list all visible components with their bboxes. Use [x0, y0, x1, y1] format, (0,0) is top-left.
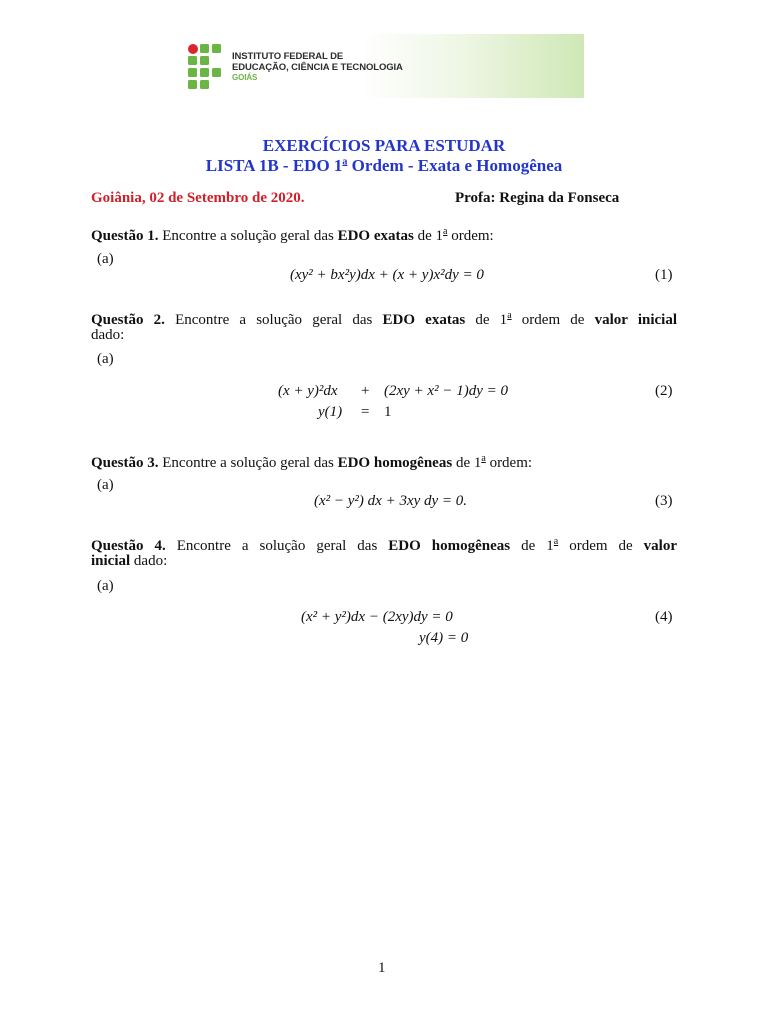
- question-3-label: Questão 3.: [91, 455, 159, 471]
- logo-line-3: GOIÁS: [232, 73, 258, 82]
- question-4-label: Questão 4.: [91, 538, 166, 554]
- q2-bold2: valor inicial: [594, 312, 678, 328]
- q3-ordinal: a: [481, 453, 486, 464]
- q1-text1: Encontre a solução geral das: [158, 228, 338, 244]
- equation-4-line1: (x² + y²)dx − (2xy)dy = 0: [301, 609, 453, 625]
- document-title: EXERCÍCIOS PARA ESTUDAR: [262, 136, 506, 155]
- eq2-line2-left: y(1): [318, 404, 343, 420]
- q4-bold: EDO homogêneas: [388, 538, 511, 554]
- equation-4-number: (4): [655, 609, 673, 625]
- q1-text3: ordem:: [447, 228, 494, 244]
- institution-logo-text: [232, 52, 403, 84]
- equation-4-line2: y(4) = 0: [419, 630, 469, 646]
- subtitle-pre: LISTA 1B - EDO 1: [205, 156, 343, 175]
- q4-cont: dado:: [130, 553, 168, 569]
- q4-bold2: valor: [643, 538, 677, 554]
- q2-text2: de 1: [465, 312, 508, 328]
- page-number: 1: [378, 960, 386, 976]
- equation-3-number: (3): [655, 493, 673, 509]
- q2-text1: Encontre a solução geral das: [164, 312, 383, 328]
- q4-text2: de 1: [510, 538, 554, 554]
- question-2-continuation: dado:: [91, 327, 125, 343]
- question-3-statement: [91, 453, 532, 472]
- eq2-line2-right: 1: [384, 404, 392, 420]
- eq2-line1-right: (2xy + x² − 1)dy = 0: [384, 383, 508, 399]
- q4-text3: ordem de: [558, 538, 644, 554]
- eq2-line1-op: +: [361, 383, 370, 399]
- q4-cont-bold: inicial: [91, 553, 131, 569]
- question-1-item-a: (a): [97, 251, 114, 267]
- teacher-line: Profa: Regina da Fonseca: [455, 190, 620, 206]
- equation-2-number: (2): [655, 383, 673, 399]
- question-1-statement: [91, 226, 494, 245]
- q2-ordinal: a: [507, 310, 512, 321]
- logo-line-2: EDUCAÇÃO, CIÊNCIA E TECNOLOGIA: [232, 61, 403, 73]
- q3-text3: ordem:: [485, 455, 533, 471]
- q4-text1: Encontre a solução geral das: [165, 538, 389, 554]
- q1-ordinal: a: [443, 226, 448, 237]
- q2-text3: ordem de: [511, 312, 595, 328]
- document-subtitle: [0, 156, 768, 176]
- logo-line-1: INSTITUTO FEDERAL DE: [232, 51, 344, 62]
- date-line: Goiânia, 02 de Setembro de 2020.: [91, 190, 305, 206]
- institution-logo-icon: [188, 44, 222, 90]
- eq2-line2-op: =: [361, 404, 370, 420]
- question-1-label: Questão 1.: [91, 228, 159, 244]
- q1-text2: de 1: [413, 228, 444, 244]
- question-3-item-a: (a): [97, 477, 114, 493]
- q3-text2: de 1: [452, 455, 482, 471]
- q3-bold: EDO homogêneas: [337, 455, 453, 471]
- question-2-label: Questão 2.: [91, 312, 165, 328]
- question-4-item-a: (a): [97, 578, 114, 594]
- q2-bold: EDO exatas: [382, 312, 466, 328]
- question-2-statement: [91, 310, 677, 329]
- equation-1: (xy² + bx²y)dx + (x + y)x²dy = 0: [290, 267, 484, 283]
- question-4-continuation: [91, 553, 167, 570]
- subtitle-ordinal: a: [342, 156, 348, 168]
- equation-3: (x² − y²) dx + 3xy dy = 0.: [314, 493, 468, 509]
- question-2-item-a: (a): [97, 351, 114, 367]
- q3-text1: Encontre a solução geral das: [158, 455, 338, 471]
- eq2-line1-left: (x + y)²dx: [278, 383, 338, 399]
- q1-bold: EDO exatas: [337, 228, 414, 244]
- equation-1-number: (1): [655, 267, 673, 283]
- question-4-statement: [91, 536, 677, 555]
- q4-ordinal: a: [553, 536, 559, 547]
- subtitle-post: Ordem - Exata e Homogênea: [347, 156, 563, 175]
